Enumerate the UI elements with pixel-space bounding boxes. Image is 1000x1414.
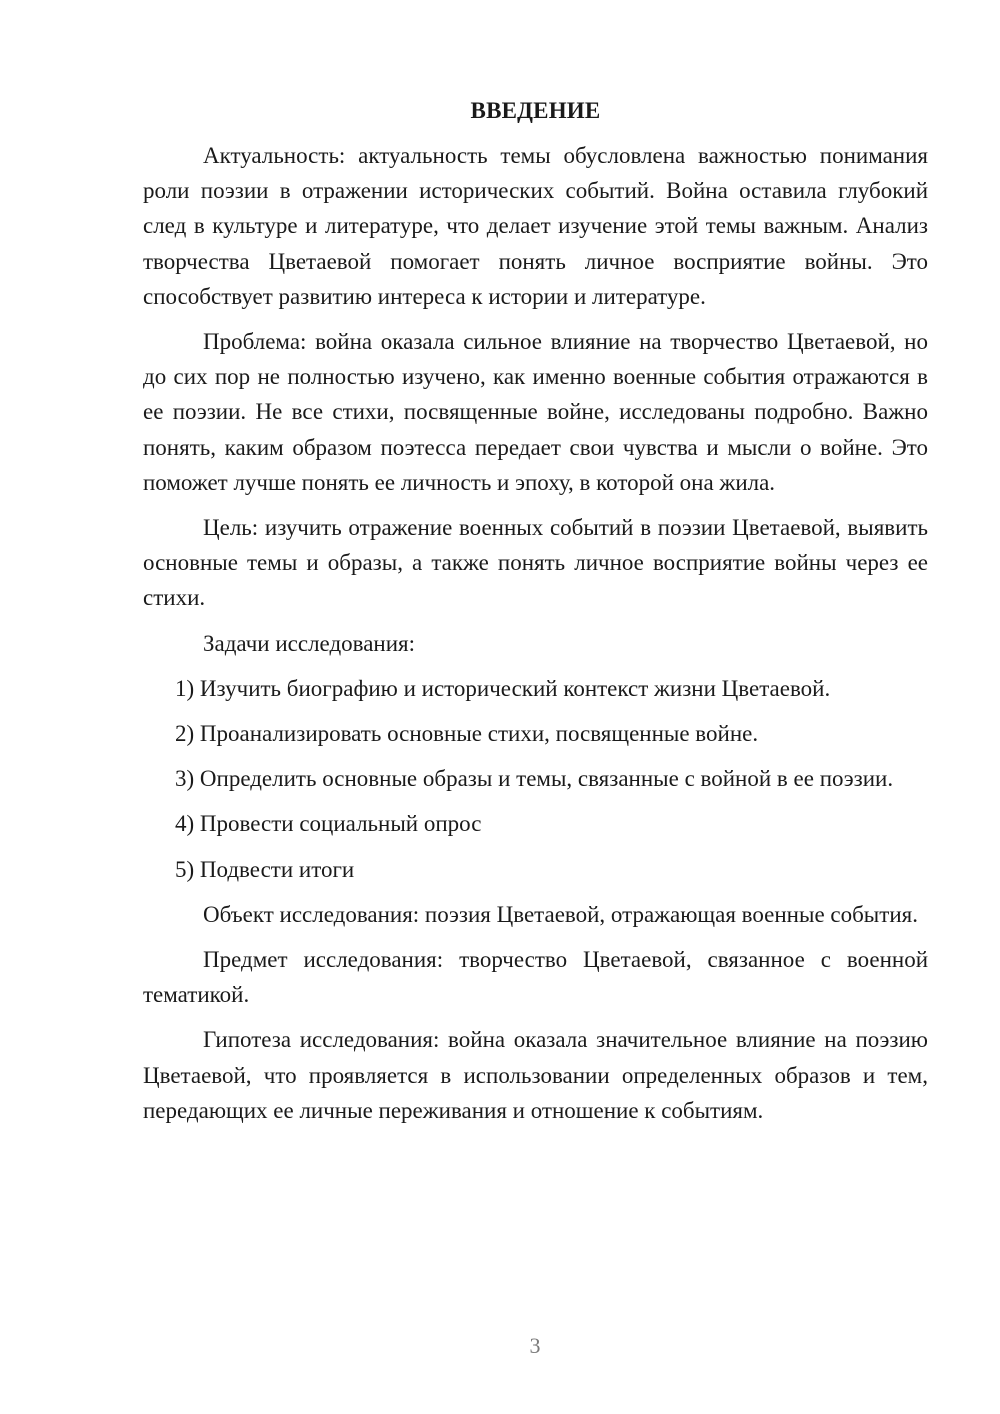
task-item-5: 5) Подвести итоги: [175, 856, 355, 882]
task-item-3: 3) Определить основные образы и темы, связанные с войной в ее поэзии.: [175, 766, 894, 792]
paragraph-problem: Проблема: война оказала сильное влияние на творчество Цветаевой, но до сих пор не полностью изучено, как именно военные события отражаются в ее поэзии. Не все стихи, посвященные войне, исследованы подробно. Важно понять, каким образом поэтесса передает свои чувства и мысли о войне. Это поможет лучше понять ее личность и эпоху, в которой она жила.: [143, 329, 928, 495]
task-item-4: 4) Провести социальный опрос: [175, 811, 482, 837]
task-item-2: 2) Проанализировать основные стихи, посвященные войне.: [175, 721, 759, 747]
paragraph-relevance: Актуальность: актуальность темы обусловлена важностью понимания роли поэзии в отражении исторических событий. Война оставила глубокий след в культуре и литературе, что делает изучение этой темы важным. Анализ творчества Цветаевой помогает понять личное восприятие войны. Это способствует развитию интереса к истории и литературе.: [143, 143, 928, 309]
paragraph-subject: Предмет исследования: творчество Цветаевой, связанное с военной тематикой.: [143, 947, 928, 1008]
paragraph-object: Объект исследования: поэзия Цветаевой, отражающая военные события.: [203, 901, 918, 927]
paragraph-goal: Цель: изучить отражение военных событий в поэзии Цветаевой, выявить основные темы и образы, а также понять личное восприятие войны через ее стихи.: [143, 515, 928, 611]
page-number: 3: [529, 1333, 541, 1358]
paragraph-tasks-heading: Задачи исследования:: [203, 630, 416, 656]
section-title: ВВЕДЕНИЕ: [470, 98, 601, 123]
page-content: [143, 96, 928, 1138]
task-item-1: 1) Изучить биографию и исторический контекст жизни Цветаевой.: [175, 675, 831, 701]
paragraph-hypothesis: Гипотеза исследования: война оказала значительное влияние на поэзию Цветаевой, что проявляется в использовании определенных образов и тем, передающих ее личные переживания и отношение к событиям.: [143, 1027, 928, 1123]
